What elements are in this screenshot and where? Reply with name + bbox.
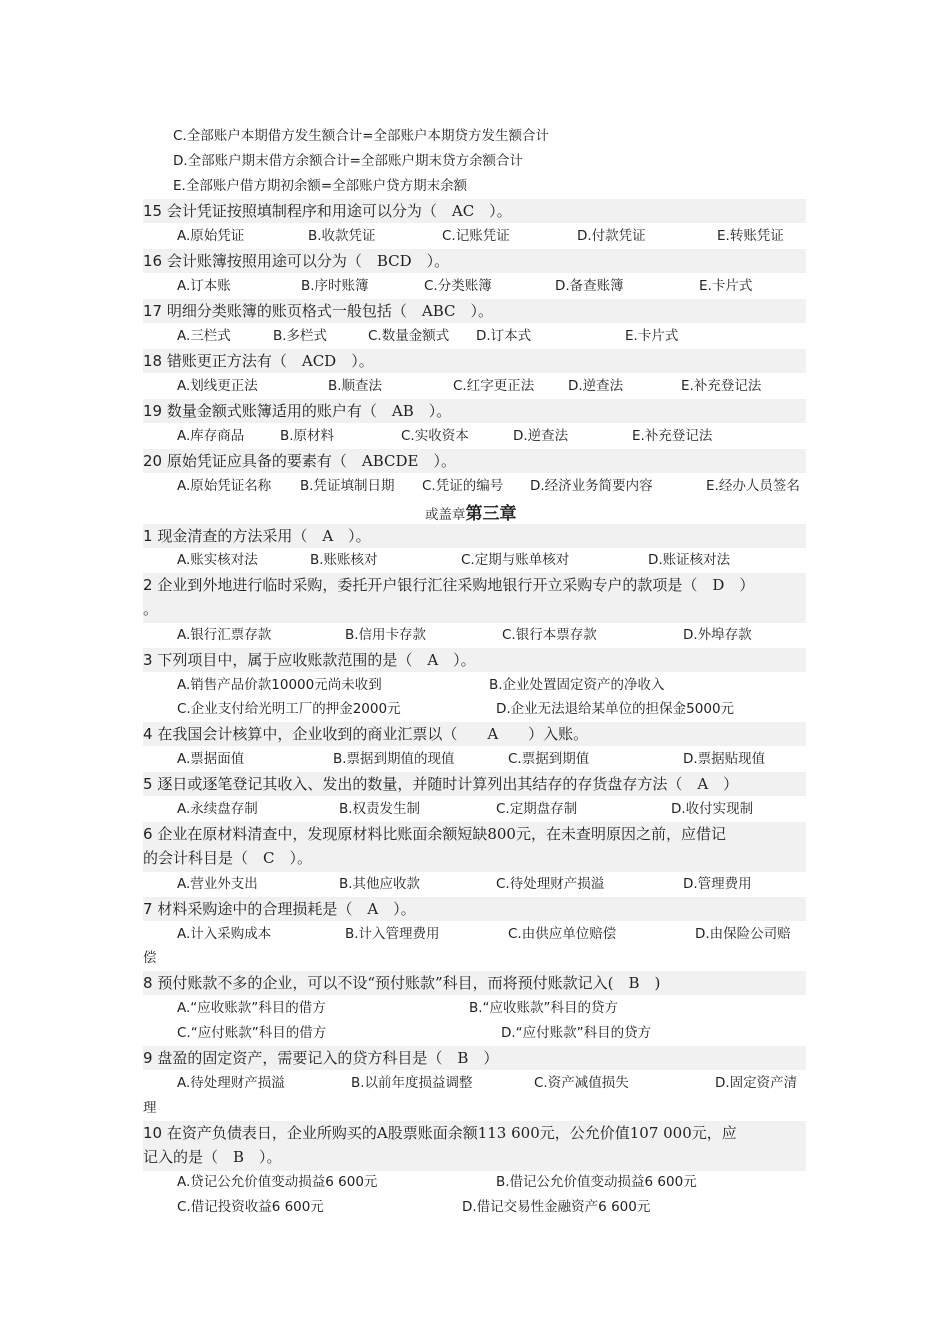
option: D.外埠存款 — [683, 627, 752, 643]
option: A.账实核对法 — [177, 552, 258, 568]
option: E.经办人员签名 — [706, 478, 800, 494]
options-18 — [143, 374, 806, 398]
option: D.由保险公司赔 — [695, 926, 791, 942]
option: B.序时账簿 — [301, 278, 369, 294]
option: D.收付实现制 — [671, 801, 754, 817]
question-15 — [143, 199, 806, 223]
question-2 — [143, 573, 806, 623]
option: D.备查账簿 — [555, 278, 624, 294]
question-number: 5 — [143, 775, 153, 793]
options-9 — [143, 1071, 806, 1095]
question-number: 6 — [143, 825, 153, 843]
option-continuation: 理 — [143, 1100, 157, 1116]
option: E.补充登记法 — [681, 378, 762, 394]
option-continuation: 或盖章 — [425, 507, 466, 523]
option: A.永续盘存制 — [177, 801, 258, 817]
chapter-title: 第三章 — [465, 504, 517, 524]
question-18 — [143, 349, 806, 373]
question-number: 4 — [143, 725, 153, 743]
question-text-cont: 。 — [143, 600, 159, 618]
question-text: 盘盈的固定资产，需要记入的贷方科目是（ B ） — [157, 1049, 499, 1067]
question-16 — [143, 249, 806, 273]
question-17 — [143, 299, 806, 323]
question-text: 错账更正方法有（ ACD ）。 — [166, 352, 374, 370]
question-text: 原始凭证应具备的要素有（ ABCDE ）。 — [166, 452, 456, 470]
question-text: 会计账簿按照用途可以分为（ BCD ）。 — [166, 252, 450, 270]
option: D.订本式 — [476, 328, 532, 344]
option: B.账账核对 — [310, 552, 378, 568]
question-text: 下列项目中，属于应收账款范围的是（ A ）。 — [157, 651, 476, 669]
question-text: 明细分类账簿的账页格式一般包括（ ABC ）。 — [166, 302, 493, 320]
option: A.票据面值 — [177, 751, 245, 767]
option: B.其他应收款 — [339, 876, 421, 892]
question-number: 8 — [143, 974, 153, 992]
question-number: 18 — [143, 352, 163, 370]
option: C.“应付账款”科目的借方 — [177, 1025, 327, 1041]
option: B.收款凭证 — [308, 228, 376, 244]
option: C.分类账簿 — [424, 278, 492, 294]
option: A.库存商品 — [177, 428, 245, 444]
option: C.由供应单位赔偿 — [508, 926, 617, 942]
question-text: 数量金额式账簿适用的账户有（ AB ）。 — [166, 402, 452, 420]
option: A.销售产品价款10000元尚未收到 — [177, 677, 382, 693]
option: C.实收资本 — [401, 428, 469, 444]
question-number: 16 — [143, 252, 163, 270]
option: A.三栏式 — [177, 328, 231, 344]
option: A.营业外支出 — [177, 876, 258, 892]
option-wrap — [143, 1096, 806, 1120]
question-text: 现金清查的方法采用（ A ）。 — [157, 527, 371, 545]
option: C.定期与账单核对 — [461, 552, 570, 568]
question-text: 企业到外地进行临时采购，委托开户银行汇往采购地银行开立采购专户的款项是（ D ） — [157, 576, 755, 594]
options-20 — [143, 474, 806, 498]
chapter-heading-line — [425, 499, 725, 523]
option: A.订本账 — [177, 278, 231, 294]
question-20 — [143, 449, 806, 473]
options-8a — [143, 996, 806, 1020]
option-line: C.全部账户本期借方发生额合计=全部账户本期贷方发生额合计 — [173, 128, 550, 144]
question-number: 2 — [143, 576, 153, 594]
option: B.借记公允价值变动损益6 600元 — [496, 1174, 697, 1190]
option: B.顺查法 — [328, 378, 383, 394]
option: A.“应收账款”科目的借方 — [177, 1000, 326, 1016]
option: E.转账凭证 — [717, 228, 784, 244]
option: E.卡片式 — [699, 278, 753, 294]
question-number: 9 — [143, 1049, 153, 1067]
option: D.票据贴现值 — [683, 751, 766, 767]
question-text: 在我国会计核算中，企业收到的商业汇票以（ A ）入账。 — [157, 725, 589, 743]
option: B.企业处置固定资产的净收入 — [489, 677, 665, 693]
options-3b — [143, 697, 806, 721]
option: C.定期盘存制 — [496, 801, 578, 817]
option: B.权责发生制 — [339, 801, 421, 817]
question-text: 材料采购途中的合理损耗是（ A ）。 — [157, 900, 416, 918]
options-17 — [143, 324, 806, 348]
question-8 — [143, 971, 806, 995]
question-1 — [143, 524, 806, 548]
options-10b — [143, 1195, 806, 1219]
options-4 — [143, 747, 806, 771]
options-7 — [143, 922, 806, 946]
options-2 — [143, 623, 806, 647]
question-number: 7 — [143, 900, 153, 918]
option-line: E.全部账户借方期初余额=全部账户贷方期末余额 — [173, 178, 468, 194]
options-10a — [143, 1170, 806, 1194]
options-16 — [143, 274, 806, 298]
option: B.原材料 — [280, 428, 335, 444]
question-text: 预付账款不多的企业，可以不设“预付账款”科目，而将预付账款记入( B ) — [157, 974, 661, 992]
question-number: 15 — [143, 202, 163, 220]
option: C.凭证的编号 — [422, 478, 504, 494]
option: E.卡片式 — [625, 328, 679, 344]
question-number: 20 — [143, 452, 163, 470]
option: B.“应收账款”科目的贷方 — [469, 1000, 619, 1016]
option: A.原始凭证名称 — [177, 478, 272, 494]
option: D.“应付账款”科目的贷方 — [501, 1025, 652, 1041]
question-10 — [143, 1121, 806, 1171]
question-text-cont: 的会计科目是（ C ）。 — [143, 849, 312, 867]
options-19 — [143, 424, 806, 448]
question-9 — [143, 1046, 806, 1070]
option: B.票据到期值的现值 — [333, 751, 455, 767]
option: D.账证核对法 — [648, 552, 731, 568]
option: B.以前年度损益调整 — [351, 1075, 473, 1091]
option: C.企业支付给光明工厂的押金2000元 — [177, 701, 401, 717]
option: E.补充登记法 — [632, 428, 713, 444]
options-15 — [143, 224, 806, 248]
question-number: 19 — [143, 402, 163, 420]
option: D.企业无法退给某单位的担保金5000元 — [496, 701, 735, 717]
option: A.贷记公允价值变动损益6 600元 — [177, 1174, 378, 1190]
question-19 — [143, 399, 806, 423]
option: A.银行汇票存款 — [177, 627, 272, 643]
option: D.逆查法 — [568, 378, 624, 394]
question-text: 在资产负债表日，企业所购买的A股票账面余额113 600元，公允价值107 000元，应 — [166, 1124, 737, 1142]
option: D.借记交易性金融资产6 600元 — [462, 1199, 651, 1215]
question-7 — [143, 897, 806, 921]
options-5 — [143, 797, 806, 821]
option: B.计入管理费用 — [345, 926, 440, 942]
option: D.管理费用 — [683, 876, 752, 892]
option-wrap — [143, 946, 806, 970]
option: C.数量金额式 — [368, 328, 450, 344]
question-text: 会计凭证按照填制程序和用途可以分为（ AC ）。 — [166, 202, 512, 220]
option: C.待处理财产损溢 — [496, 876, 605, 892]
option: C.红字更正法 — [453, 378, 535, 394]
option: D.经济业务简要内容 — [530, 478, 653, 494]
options-3a — [143, 673, 806, 697]
option: A.待处理财产损溢 — [177, 1075, 285, 1091]
options-6 — [143, 872, 806, 896]
option: B.信用卡存款 — [345, 627, 427, 643]
option: B.多栏式 — [273, 328, 328, 344]
option-line: D.全部账户期末借方余额合计=全部账户期末贷方余额合计 — [173, 153, 523, 169]
question-number: 1 — [143, 527, 153, 545]
question-number: 17 — [143, 302, 163, 320]
options-1 — [143, 548, 806, 572]
option: D.固定资产清 — [715, 1075, 798, 1091]
option-continuation: 偿 — [143, 950, 157, 966]
question-4 — [143, 722, 806, 746]
option: A.计入采购成本 — [177, 926, 272, 942]
question-text: 企业在原材料清查中，发现原材料比账面余额短缺800元，在未查明原因之前，应借记 — [157, 825, 726, 843]
option: D.逆查法 — [513, 428, 569, 444]
question-5 — [143, 772, 806, 796]
question-number: 10 — [143, 1124, 163, 1142]
option: C.记账凭证 — [442, 228, 510, 244]
question-3 — [143, 648, 806, 672]
options-8b — [143, 1021, 806, 1045]
question-number: 3 — [143, 651, 153, 669]
question-text: 逐日或逐笔登记其收入、发出的数量，并随时计算列出其结存的存货盘存方法（ A ） — [157, 775, 739, 793]
option: A.原始凭证 — [177, 228, 245, 244]
option: B.凭证填制日期 — [300, 478, 395, 494]
option: C.借记投资收益6 600元 — [177, 1199, 324, 1215]
option: C.票据到期值 — [508, 751, 590, 767]
option: C.银行本票存款 — [502, 627, 597, 643]
question-text-cont: 记入的是（ B ）。 — [143, 1148, 282, 1166]
question-6 — [143, 822, 806, 872]
option: D.付款凭证 — [577, 228, 646, 244]
option: A.划线更正法 — [177, 378, 258, 394]
option: C.资产减值损失 — [534, 1075, 629, 1091]
